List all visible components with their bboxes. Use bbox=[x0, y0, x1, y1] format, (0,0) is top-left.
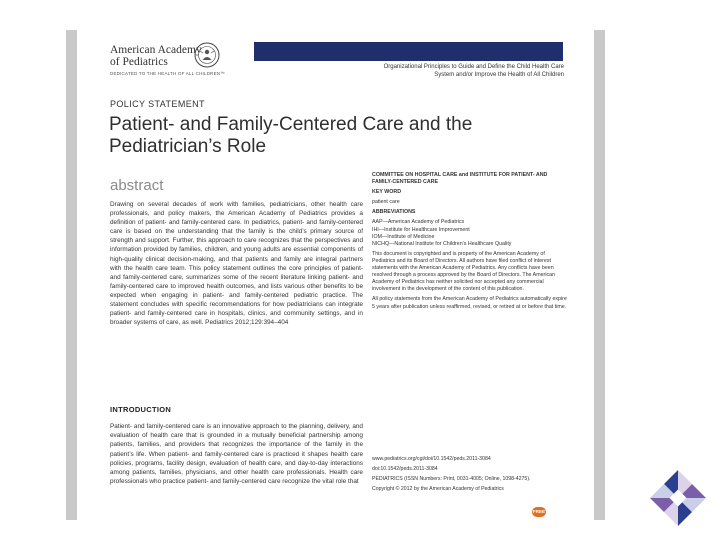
introduction-text: Patient- and family-centered care is an innovative approach to the planning, delivery, and evaluation of health care that is grounded in a mutually beneficial partnership among patients, families, and providers that recognizes the importance of the family in the patient’s life. When patient- and family-centered care is practiced it shapes health care policies, programs, facility design, evaluation of health care, and day-to-day interactions among patients, families, physicians, and other health care professionals. Health care professionals who practice patient- and family-centered care recognize the vital role that bbox=[110, 423, 363, 486]
org-name-line2: of Pediatrics bbox=[110, 56, 168, 68]
abbreviation-item: AAP—American Academy of Pediatrics bbox=[372, 219, 465, 226]
publication-footer bbox=[372, 454, 569, 494]
document-title: Patient- and Family-Centered Care and the Pediatrician’s Role bbox=[109, 114, 473, 157]
policy-expiry-note: All policy statements from the American Academy of Pediatrics automatically expire 5 years after publication unless reaffirmed, revised, or retired at or before that time. bbox=[372, 296, 567, 310]
abbreviation-item: IHI—Institute for Healthcare Improvement bbox=[372, 226, 470, 233]
aap-logo-text bbox=[110, 44, 202, 68]
issn-line: PEDIATRICS (ISSN Numbers: Print, 0031-4005; Online, 1098-4275). bbox=[372, 476, 531, 482]
abbreviations-label: ABBREVIATIONS bbox=[372, 209, 416, 216]
header-note: Organizational Principles to Guide and Define the Child Health Care System and/or Improve the Health of All Children bbox=[383, 64, 564, 78]
page-frame-left bbox=[66, 30, 77, 520]
aap-seal-icon bbox=[194, 42, 220, 68]
document-type-label: POLICY STATEMENT bbox=[110, 99, 205, 109]
copyright-line: Copyright © 2012 by the American Academy of Pediatrics bbox=[372, 486, 504, 492]
copyright-note: This document is copyrighted and is property of the American Academy of Pediatrics and its Board of Directors. All authors have filed conflict of interest statements with the American Academy of Pediatrics. Any conflicts have been resolved through a process approved by the Board of Directors. The American Academy of Pediatrics has neither solicited nor accepted any commercial involvement in the development of the content of this publication. bbox=[372, 250, 556, 293]
free-badge: FREE bbox=[532, 507, 546, 517]
org-name-line1: American Academy bbox=[110, 44, 202, 56]
article-url: www.pediatrics.org/cgi/doi/10.1542/peds.2011-3084 bbox=[372, 456, 491, 462]
abstract-heading: abstract bbox=[110, 177, 164, 194]
committee-name: COMMITTEE ON HOSPITAL CARE and INSTITUTE FOR PATIENT- AND FAMILY-CENTERED CARE bbox=[372, 172, 548, 186]
abbreviations-list bbox=[372, 219, 569, 247]
pinwheel-logo-icon bbox=[648, 468, 708, 528]
keywords-label: KEY WORD bbox=[372, 189, 402, 196]
document-page bbox=[77, 30, 594, 520]
org-tagline: DEDICATED TO THE HEALTH OF ALL CHILDREN™ bbox=[110, 71, 225, 76]
page-frame-right bbox=[594, 30, 605, 520]
header-bar bbox=[254, 42, 563, 61]
keywords-value: patient care bbox=[372, 199, 400, 206]
abstract-text: Drawing on several decades of work with families, pediatricians, other health care professionals, and policy makers, the American Academy of Pediatrics provides a definition of patient- and family-centered care. In pediatrics, patient- and family-centered care is based on the understanding that the family is the child’s primary source of strength and support. Further, this approach to care recognizes that the perspectives and information provided by families, children, and young adults are essential components of high-quality clinical decision-making, and that patients and family are integral partners with the health care team. This policy statement outlines the core principles of patient- and family-centered care, summarizes some of the recent literature linking patient- and family-centered care to improved health outcomes, and lists various other benefits to be expected when engaging in patient- and family-centered pediatric practice. The statement concludes with specific recommendations for how pediatricians can integrate patient- and family-centered care in hospitals, clinics, and community settings, and in broader systems of care, as well. Pediatrics 2012;129:394–404 bbox=[110, 201, 363, 327]
introduction-heading: INTRODUCTION bbox=[110, 405, 172, 414]
abbreviation-item: IOM—Institute of Medicine bbox=[372, 233, 435, 240]
abbreviation-item: NICHQ—National Institute for Children’s Healthcare Quality bbox=[372, 240, 512, 247]
sidebar-column bbox=[372, 172, 569, 314]
article-doi: doi:10.1542/peds.2011-3084 bbox=[372, 466, 438, 472]
